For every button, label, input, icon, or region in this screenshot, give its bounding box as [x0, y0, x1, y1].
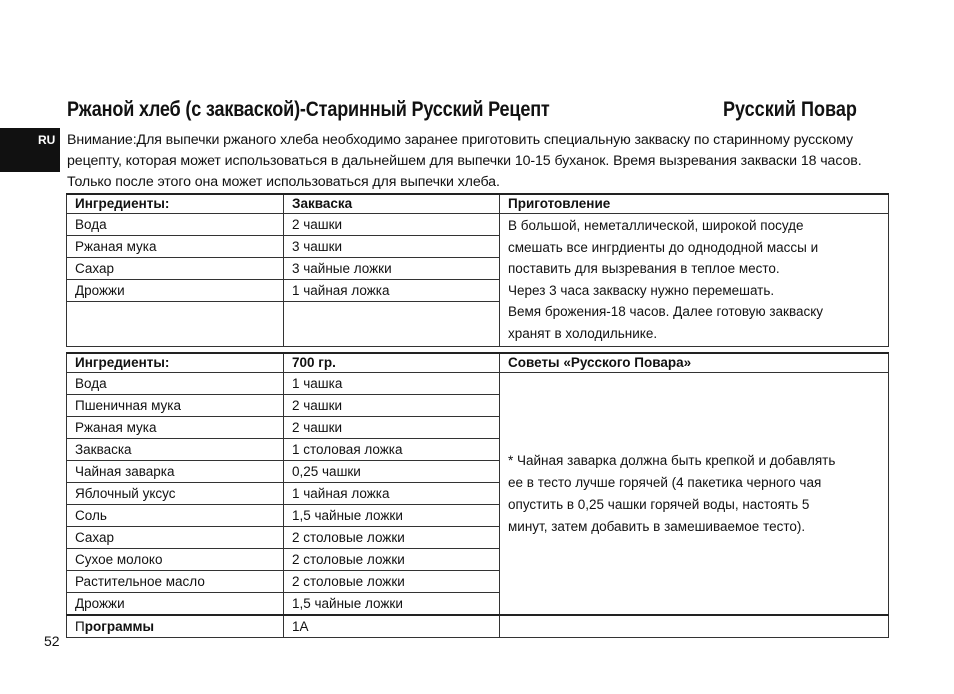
program-label-rest: рограммы [84, 619, 155, 634]
tips-line: * Чайная заварка должна быть крепкой и добавлять [508, 452, 836, 468]
starter-table [66, 193, 889, 347]
tips-text [500, 373, 889, 616]
table-header-row [67, 194, 889, 214]
ingredient-amount: 2 чашки [284, 417, 500, 439]
program-row [67, 615, 889, 638]
ingredient-amount: 2 столовые ложки [284, 571, 500, 593]
table-header: 700 гр. [284, 353, 500, 373]
ingredient-amount: 2 столовые ложки [284, 549, 500, 571]
preparation-line: В большой, неметаллической, широкой посуде [508, 218, 804, 233]
ingredient-amount: 0,25 чашки [284, 461, 500, 483]
empty-cell [67, 302, 284, 347]
table-header: Советы «Русского Повара» [500, 353, 889, 373]
empty-cell [500, 615, 889, 638]
ingredient-name: Закваска [67, 439, 284, 461]
preparation-line: смешать все ингрдиенты до однододной массы и [508, 239, 819, 255]
table-header: Приготовление [500, 194, 889, 214]
ingredient-name: Сухое молоко [67, 549, 284, 571]
ingredient-amount: 3 чайные ложки [284, 258, 500, 280]
ingredient-name: Ржаная мука [67, 236, 284, 258]
tips-line: ее в тесто лучше горячей (4 пакетика черного чая [508, 474, 822, 490]
ingredient-name: Растительное масло [67, 571, 284, 593]
ingredient-name: Пшеничная мука [67, 395, 284, 417]
page-title: Ржаной хлеб (с закваской)-Старинный Русский Рецепт [67, 98, 550, 121]
ingredient-amount: 1 столовая ложка [284, 439, 500, 461]
ingredient-amount: 2 столовые ложки [284, 527, 500, 549]
ingredient-name: Ржаная мука [67, 417, 284, 439]
ingredient-name: Соль [67, 505, 284, 527]
table-header: Ингредиенты: [67, 194, 284, 214]
ingredient-name: Сахар [67, 527, 284, 549]
recipe-table [66, 352, 889, 638]
ingredient-amount: 3 чашки [284, 236, 500, 258]
table-header-row [67, 353, 889, 373]
ingredient-name: Яблочный уксус [67, 483, 284, 505]
table-header: Закваска [284, 194, 500, 214]
ingredient-name: Сахар [67, 258, 284, 280]
ingredient-name: Дрожжи [67, 593, 284, 616]
preparation-text [500, 214, 889, 347]
table-row [67, 214, 889, 236]
tips-line: опустить в 0,25 чашки горячей воды, настоять 5 [508, 496, 810, 512]
program-label [67, 615, 284, 638]
language-tab [0, 128, 60, 172]
ingredient-amount: 1 чайная ложка [284, 280, 500, 302]
table-row [67, 373, 889, 395]
tips-line: минут, затем добавить в замешиваемое тесто). [508, 518, 806, 534]
ingredient-amount: 1 чашка [284, 373, 500, 395]
ingredient-amount: 2 чашки [284, 395, 500, 417]
brand-title: Русский Повар [723, 98, 857, 121]
preparation-line: Вемя брожения-18 часов. Далее готовую закваску [508, 304, 824, 319]
ingredient-name: Чайная заварка [67, 461, 284, 483]
ingredient-name: Вода [67, 373, 284, 395]
ingredient-amount: 2 чашки [284, 214, 500, 236]
language-code: RU [38, 133, 56, 147]
preparation-line: поставить для вызревания в теплое место. [508, 261, 780, 276]
ingredient-name: Вода [67, 214, 284, 236]
preparation-line: Через 3 часа закваску нужно перемешать. [508, 282, 775, 298]
intro-paragraph: Внимание:Для выпечки ржаного хлеба необходимо заранее приготовить специальную закваску по старинному русскому рецепту, которая может использоваться в дальнейшем для выпечки 10-15 буханок. Время вызревания закваски 18 часов. Только после этого она может использоваться для выпечки хлеба. [67, 132, 862, 190]
preparation-line: хранят в холодильнике. [508, 325, 658, 341]
program-value: 1A [284, 615, 500, 638]
ingredient-amount: 1,5 чайные ложки [284, 505, 500, 527]
ingredient-amount: 1 чайная ложка [284, 483, 500, 505]
program-label-initial: П [75, 619, 85, 634]
page-number: 52 [44, 633, 60, 649]
empty-cell [284, 302, 500, 347]
ingredient-name: Дрожжи [67, 280, 284, 302]
table-header: Ингредиенты: [67, 353, 284, 373]
ingredient-amount: 1,5 чайные ложки [284, 593, 500, 616]
